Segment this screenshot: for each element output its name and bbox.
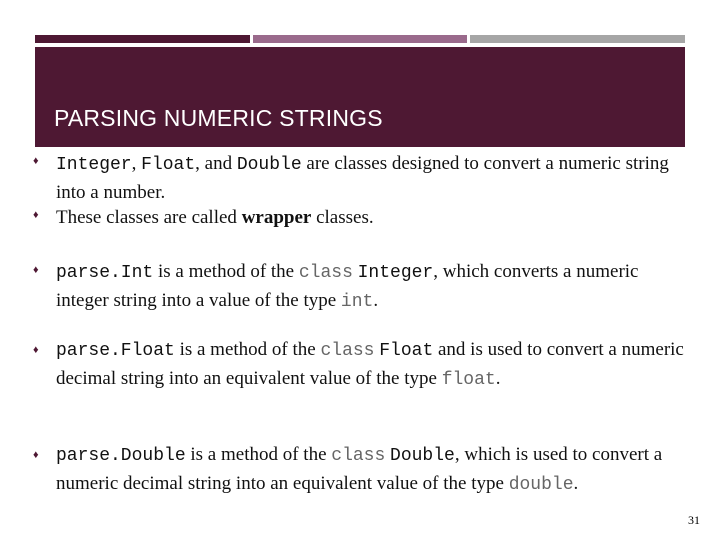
code-float: Float bbox=[379, 341, 434, 361]
code-double-type: double bbox=[508, 475, 574, 495]
diamond-bullet-icon: ♦ bbox=[33, 155, 39, 167]
diamond-bullet-icon: ♦ bbox=[33, 344, 39, 356]
page-number: 31 bbox=[688, 513, 700, 527]
code-float: Float bbox=[141, 155, 196, 175]
text: , which is used to convert a numeric decimal string into an equivalent value of the type bbox=[56, 444, 663, 494]
text: , and bbox=[195, 153, 237, 174]
code-double: Double bbox=[390, 446, 455, 466]
diamond-bullet-icon: ♦ bbox=[33, 264, 39, 276]
text: , which converts a numeric integer string into a value of the type bbox=[56, 261, 639, 311]
code-parseint: parse.Int bbox=[56, 263, 154, 283]
diamond-bullet-icon: ♦ bbox=[33, 449, 39, 461]
text: are classes designed to convert a numeric string into a number. bbox=[56, 153, 669, 203]
text: , bbox=[131, 153, 142, 174]
text: classes. bbox=[311, 207, 374, 228]
code-int: int bbox=[340, 292, 374, 312]
text: These classes are called bbox=[56, 207, 242, 228]
code-integer: Integer bbox=[357, 263, 434, 283]
code-class-keyword: class bbox=[298, 263, 353, 283]
bullet-item bbox=[56, 204, 686, 232]
text: is a method of the bbox=[174, 339, 321, 360]
bold-wrapper: wrapper bbox=[241, 207, 312, 228]
diamond-bullet-icon: ♦ bbox=[33, 209, 39, 221]
bullet-item bbox=[56, 441, 686, 499]
code-class-keyword: class bbox=[331, 446, 386, 466]
slide-title: PARSING NUMERIC STRINGS bbox=[54, 105, 383, 131]
text: is a method of the bbox=[185, 444, 332, 465]
code-float-type: float bbox=[441, 370, 496, 390]
text: . bbox=[573, 473, 579, 494]
bullet-item bbox=[56, 258, 686, 316]
code-integer: Integer bbox=[56, 155, 132, 175]
text: . bbox=[373, 290, 379, 311]
bullet-item bbox=[56, 150, 686, 207]
code-parsedouble: parse.Double bbox=[56, 446, 186, 466]
code-class-keyword: class bbox=[320, 341, 375, 361]
code-parsefloat: parse.Float bbox=[56, 341, 175, 361]
text: and is used to convert a numeric decimal string into an equivalent value of the type bbox=[56, 339, 684, 389]
text: . bbox=[495, 368, 501, 389]
code-double: Double bbox=[236, 155, 302, 175]
text: is a method of the bbox=[153, 261, 299, 282]
bullet-item bbox=[56, 336, 686, 394]
